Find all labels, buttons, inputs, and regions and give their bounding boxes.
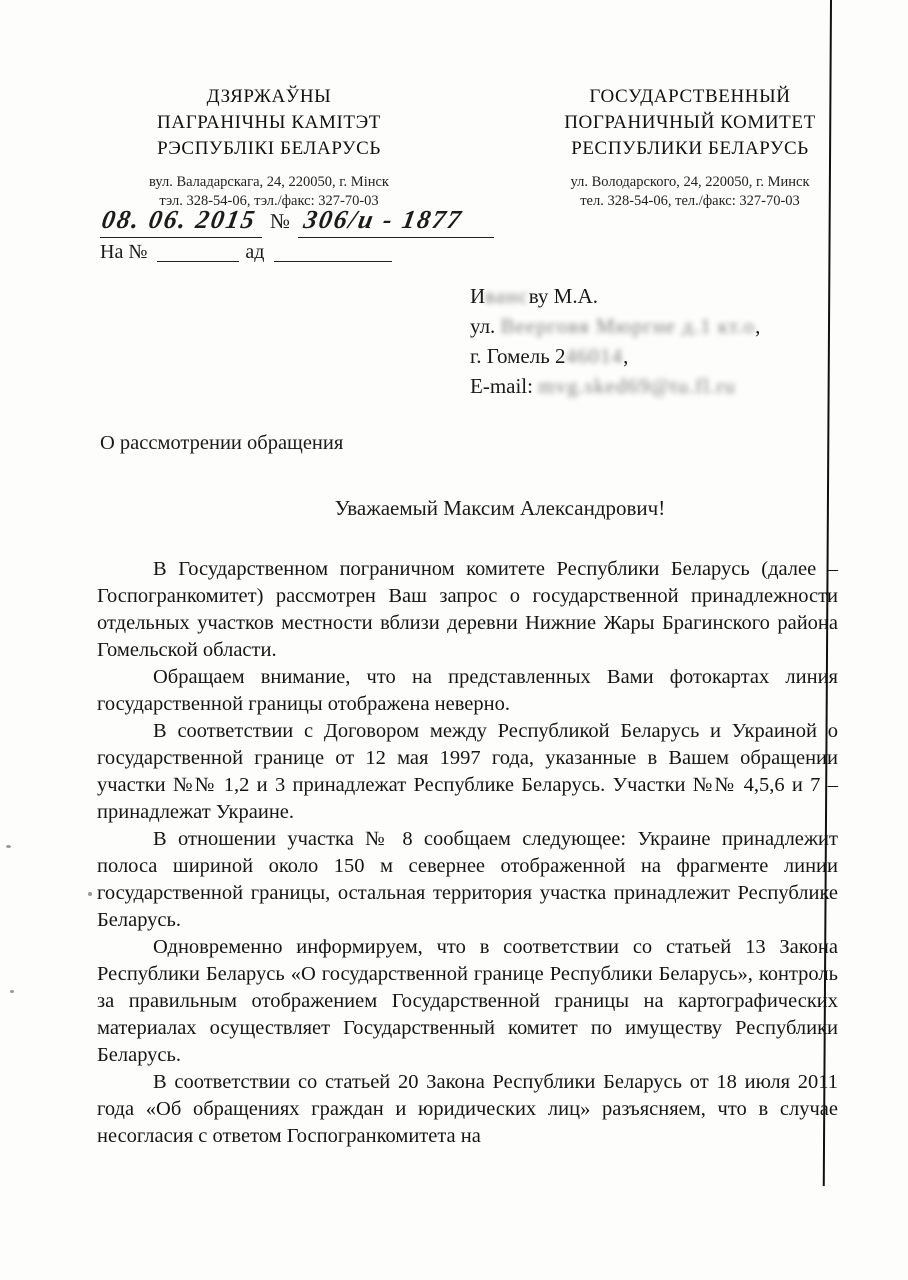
addressee-block xyxy=(470,281,760,401)
outgoing-number-field xyxy=(298,205,494,238)
reply-date-blank xyxy=(274,241,392,262)
letter-body xyxy=(97,556,838,1150)
org-name-by-line2: ПАГРАНІЧНЫ КАМІТЭТ xyxy=(157,112,381,133)
org-name-ru-line3: РЕСПУБЛИКИ БЕЛАРУСЬ xyxy=(571,138,809,159)
body-paragraph: В соответствии с Договором между Республикой Беларусь и Украиной о государственной границе от 12 мая 1997 года, указанные в Вашем обращении участки №№ 1,2 и 3 принадлежат Республике Беларусь. Участки №№ 4,5,6 и 7 – принадлежат Украине. xyxy=(97,720,838,823)
addressee-city-line xyxy=(470,341,760,371)
email-prefix: E-mail: xyxy=(470,374,539,398)
addressee-name-end: ву М.А. xyxy=(528,284,598,308)
reply-connector-label: ад xyxy=(245,241,265,263)
body-paragraph: В отношении участка № 8 сообщаем следующее: Украине принадлежит полоса шириной около 150 м севернее отображенной на фрагменте линии государственной границы, остальная территория участка принадлежит Республике Беларусь. xyxy=(97,828,838,931)
street-suffix: , xyxy=(755,314,761,338)
addressee-name-start: И xyxy=(470,284,486,308)
city-prefix: г. Гомель 2 xyxy=(470,344,566,368)
handwritten-date: 08. 06. 2015 xyxy=(99,205,259,234)
body-paragraph: Обращаем внимание, что на представленных Вами фотокартах линия государственной границы отображена неверно. xyxy=(97,666,838,715)
org-address-ru-line1: ул. Володарского, 24, 220050, г. Минск xyxy=(570,174,810,190)
body-paragraph: В Государственном пограничном комитете Республики Беларусь (далее – Госпогранкомитет) рассмотрен Ваш запрос о государственной принадлежности отдельных участков местности вблизи деревни Нижние Жары Брагинского района Гомельской области. xyxy=(97,558,838,661)
org-name-ru-line2: ПОГРАНИЧНЫЙ КОМИТЕТ xyxy=(564,112,816,133)
outgoing-date-field xyxy=(100,205,262,238)
redacted-text: Веерговя Мюргне д.1 кт.о xyxy=(500,314,756,338)
letterhead-russian xyxy=(540,84,840,211)
org-address-ru xyxy=(540,173,840,211)
addressee-name-line xyxy=(470,281,760,311)
org-phone-ru-line: тел. 328-54-06, тел./факс: 327-70-03 xyxy=(580,193,800,209)
addressee-street-line xyxy=(470,311,760,341)
scan-speck xyxy=(10,990,14,993)
number-sign: № xyxy=(270,209,291,233)
org-address-by-line1: вул. Валадарскага, 24, 220050, г. Мінск xyxy=(149,174,389,190)
reply-reference-row xyxy=(100,241,392,264)
outgoing-reference-row xyxy=(100,205,494,238)
salutation: Уважаемый Максим Александрович! xyxy=(334,496,666,520)
addressee-email-line xyxy=(470,371,760,401)
letterhead-belarusian xyxy=(108,84,430,211)
reply-prefix-label: На № xyxy=(100,241,148,263)
redacted-text: mvg.sked69@tu.fl.ru xyxy=(538,374,736,398)
redacted-text: ванс xyxy=(485,284,529,308)
org-name-by-line3: РЭСПУБЛІКІ БЕЛАРУСЬ xyxy=(157,138,381,159)
redacted-text: 46014 xyxy=(565,344,624,368)
body-paragraph: Одновременно информируем, что в соответствии со статьей 13 Закона Республики Беларусь «О государственной границе Республики Беларусь», контроль за правильным отображением Государственной границы на картографических материалах осуществляет Государственный комитет по имуществу Республики Беларусь. xyxy=(97,936,838,1066)
scan-speck xyxy=(88,892,92,896)
body-paragraph: В соответствии со статьей 20 Закона Республики Беларусь от 18 июля 2011 года «Об обращениях граждан и юридических лиц» разъясняем, что в случае несогласия с ответом Госпогранкомитета на xyxy=(97,1071,838,1147)
letter-subject: О рассмотрении обращения xyxy=(100,432,344,454)
reply-number-blank xyxy=(157,241,239,262)
handwritten-number: 306/и - 1877 xyxy=(301,205,466,234)
city-suffix: , xyxy=(623,344,629,368)
scan-speck xyxy=(6,845,11,848)
org-name-ru-line1: ГОСУДАРСТВЕННЫЙ xyxy=(589,86,791,107)
org-phone-by-line: тэл. 328-54-06, тэл./факс: 327-70-03 xyxy=(159,193,379,209)
street-prefix: ул. xyxy=(470,314,501,338)
org-name-by-line1: ДЗЯРЖАЎНЫ xyxy=(206,86,332,107)
